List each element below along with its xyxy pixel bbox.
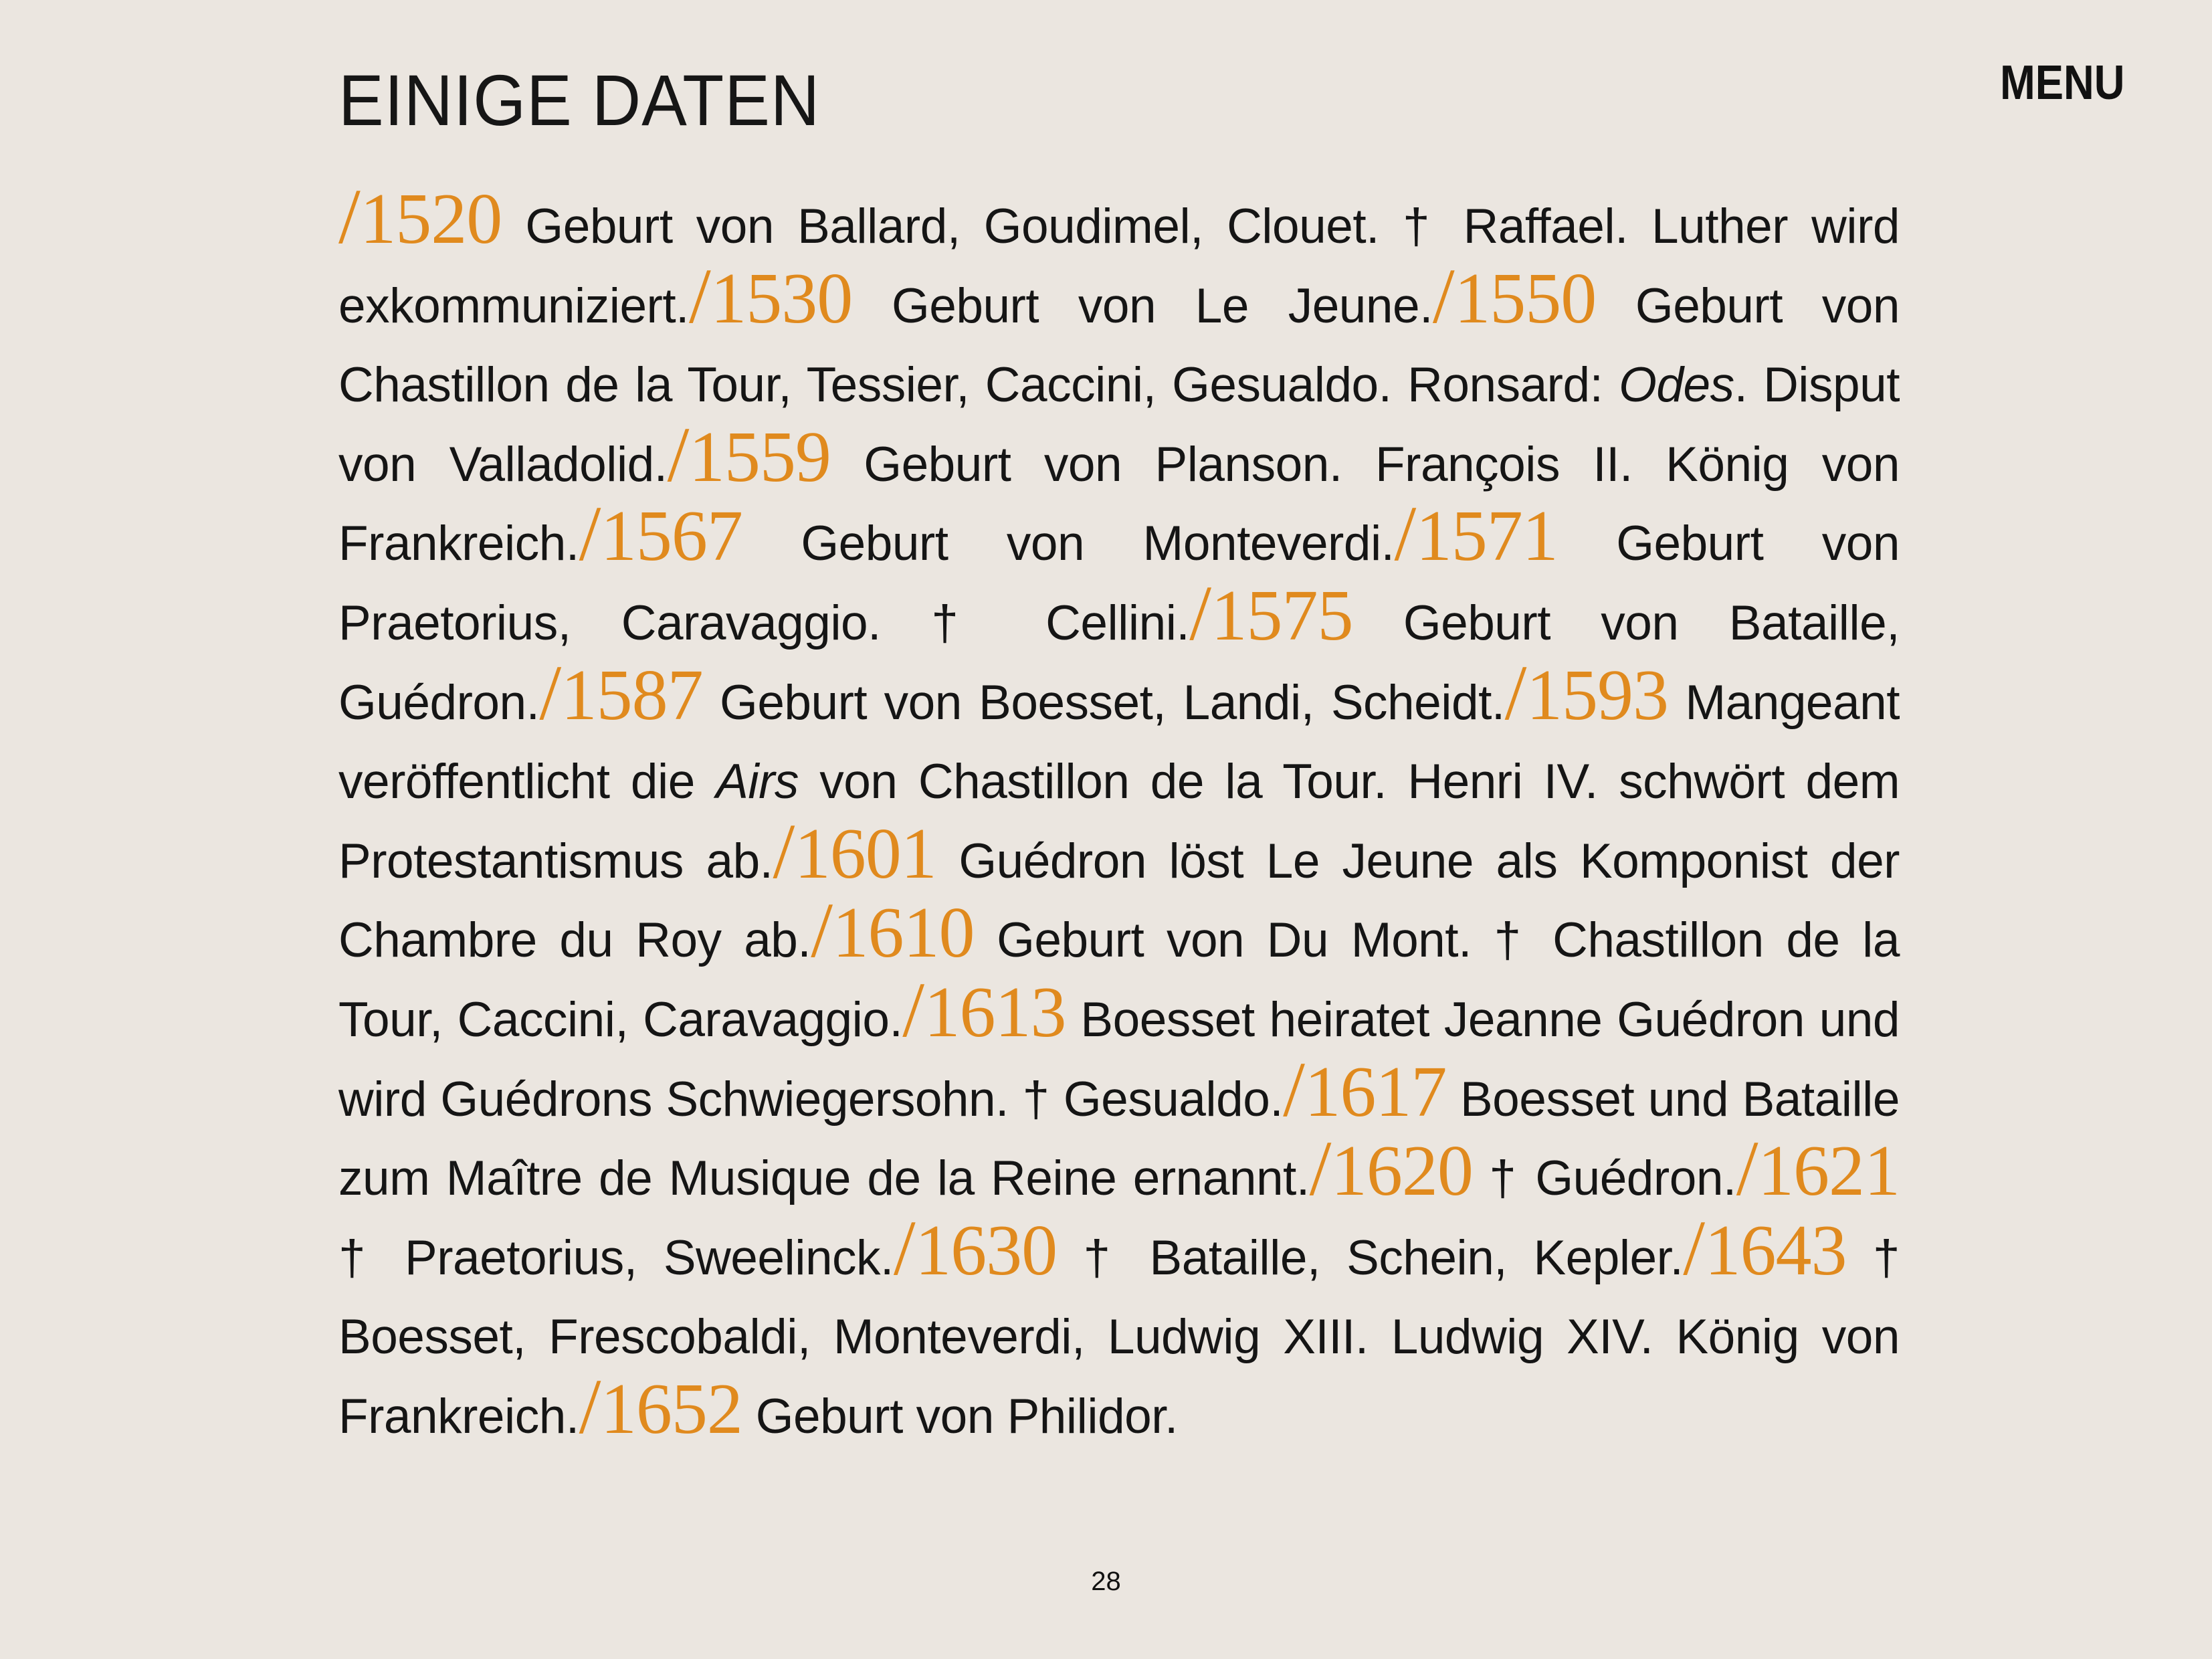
year-slash-icon: / — [902, 965, 924, 1054]
entry-text: Boesset heiratet Jeanne Guédron und wird Guédrons Schwiegersohn. † Gesualdo. — [338, 992, 1900, 1127]
year-label: 1613 — [924, 972, 1066, 1052]
entry-text: Geburt von Planson. François II. König von Frankreich. — [338, 437, 1900, 571]
year-slash-icon: / — [1394, 490, 1416, 578]
year-label: 1530 — [710, 258, 853, 338]
year-label: 1643 — [1704, 1210, 1847, 1290]
menu-button[interactable]: MENU — [2000, 56, 2125, 110]
year-label: 1575 — [1211, 575, 1353, 656]
year-slash-icon: / — [1309, 1125, 1331, 1213]
year-slash-icon: / — [811, 886, 833, 975]
entry-text-part: von Chastillon de la Tour. Henri IV. schwört dem Protestantismus ab. — [338, 755, 1900, 888]
entry-text: † Guédron. — [1472, 1151, 1736, 1206]
year-slash-icon: / — [1736, 1125, 1758, 1213]
year-slash-icon: / — [1504, 648, 1526, 737]
timeline-entry — [579, 1362, 1178, 1450]
entry-text-part: . Disput von Valladolid. — [338, 358, 1900, 492]
year-slash-icon: / — [688, 252, 711, 340]
year-label: 1620 — [1330, 1131, 1473, 1211]
year-slash-icon: / — [1189, 569, 1211, 657]
year-label: 1601 — [794, 813, 936, 894]
page-title: EINIGE DATEN — [338, 60, 821, 140]
entry-text-part: Geburt von Chastillon de la Tour, Tessier, Caccini, Gesualdo. Ronsard: — [338, 278, 1900, 413]
timeline-entry — [539, 648, 1505, 737]
year-slash-icon: / — [579, 490, 601, 578]
timeline-text — [338, 173, 1900, 1457]
entry-text: Geburt von Praetorius, Caravaggio. † Cellini. — [338, 516, 1900, 650]
entry-text: † Bataille, Schein, Kepler. — [1057, 1230, 1684, 1285]
year-slash-icon: / — [1683, 1203, 1705, 1292]
year-slash-icon: / — [539, 648, 561, 737]
year-label: 1567 — [600, 496, 742, 577]
year-label: 1617 — [1304, 1052, 1447, 1132]
timeline-entry — [688, 252, 1433, 340]
entry-text: Geburt von Le Jeune. — [852, 278, 1433, 333]
year-label: 1559 — [688, 417, 831, 497]
entry-text-italic: Odes — [1619, 358, 1734, 413]
year-label: 1630 — [915, 1210, 1058, 1290]
year-slash-icon: / — [1432, 252, 1455, 340]
entry-text: † Praetorius, Sweelinck. — [338, 1230, 894, 1285]
year-label: 1593 — [1526, 655, 1668, 735]
timeline-entry — [579, 490, 1395, 578]
entry-text: Geburt von Monteverdi. — [742, 516, 1395, 571]
timeline-entry — [1309, 1125, 1736, 1213]
entry-text: † Boesset, Frescobaldi, Monteverdi, Ludwig XIII. Ludwig XIV. König von Frankreich. — [338, 1230, 1900, 1444]
year-slash-icon: / — [338, 173, 361, 260]
year-slash-icon: / — [773, 807, 795, 895]
timeline-entry — [893, 1203, 1684, 1292]
entry-text: Guédron löst Le Jeune als Komponist der Chambre du Roy ab. — [338, 834, 1900, 968]
page-number: 28 — [1091, 1567, 1121, 1596]
year-label: 1571 — [1415, 496, 1558, 577]
year-slash-icon: / — [667, 410, 689, 498]
entry-text: Geburt von Boesset, Landi, Scheidt. — [702, 675, 1505, 730]
year-slash-icon: / — [893, 1203, 916, 1292]
year-label: 1621 — [1758, 1131, 1900, 1211]
entry-text: Geburt von Ballard, Goudimel, Clouet. † Raffael. Luther wird exkommuniziert. — [338, 199, 1900, 333]
entry-text: Geburt von Du Mont. † Chastillon de la Tour, Caccini, Caravaggio. — [338, 913, 1900, 1047]
year-label: 1520 — [360, 179, 502, 259]
year-label: 1587 — [561, 655, 703, 735]
year-label: 1550 — [1454, 258, 1597, 338]
year-label: 1652 — [600, 1369, 742, 1449]
year-label: 1610 — [832, 893, 975, 973]
entry-text: Geburt von Philidor. — [742, 1389, 1178, 1444]
entry-text-italic: Airs — [716, 755, 799, 809]
year-slash-icon: / — [579, 1362, 601, 1450]
entry-text-part: Mangeant veröffentlicht die — [338, 675, 1900, 809]
year-slash-icon: / — [1283, 1045, 1305, 1133]
entry-text: Geburt von Bataille, Guédron. — [338, 595, 1900, 730]
entry-text: Boesset und Bataille zum Maître de Musique de la Reine ernannt. — [338, 1072, 1900, 1206]
